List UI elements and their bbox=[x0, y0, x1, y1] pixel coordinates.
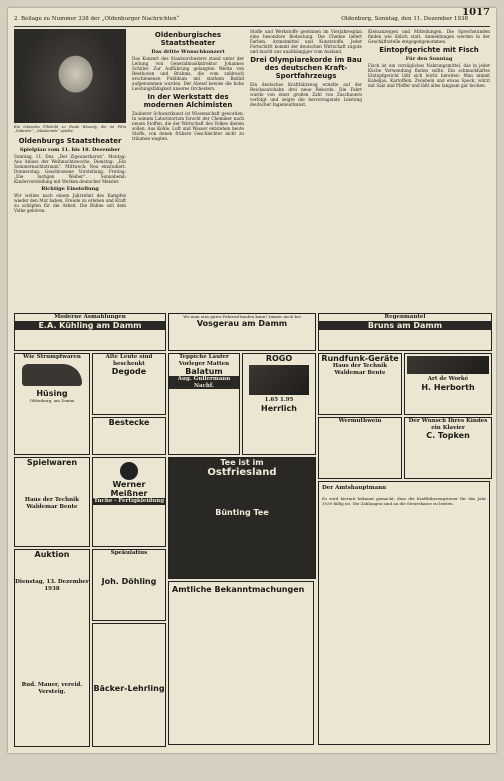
ad-bruns: Regenmäntel Bruns am Damm bbox=[318, 313, 492, 351]
ad-teppiche: Teppiche Läufer Vorleger Matten Balatum Aug. Gullermann Nachf. bbox=[168, 353, 240, 455]
col4-headline: Eintopfgerichte mit Fisch bbox=[379, 46, 479, 54]
col2-sub: Das dritte Wunschkonzert bbox=[151, 49, 225, 55]
column-4 bbox=[368, 29, 490, 309]
stocking-image bbox=[249, 365, 309, 395]
ad-bestecke: Bestecke bbox=[92, 417, 166, 455]
column-1 bbox=[14, 29, 126, 309]
col1-headline: Oldenburgs Staatstheater bbox=[18, 136, 122, 145]
ad-kuehling: Moderne Asmahlungen E.A. Kühling am Damm bbox=[14, 313, 166, 351]
ad-buenting-tee: Tee ist im Ostfriesland Bünting Tee bbox=[168, 457, 316, 579]
col3-headline: Drei Olympiarekorde im Bau des deutschen Kraft-Sportfahrzeugs bbox=[250, 56, 362, 80]
ad-klavier: Der Wunsch Ihres Kindes ein Klavier C. Topken bbox=[404, 417, 492, 479]
newspaper-page bbox=[8, 8, 496, 753]
ad-amtshauptmann: Der Amtshauptmann Es wird hiermit bekannt gemacht, dass die Kraftfahrzeugsteuer für das Jahr 1939 fällig ist. Die Zahlungen sind an die Steuerkasse zu leisten. bbox=[318, 481, 490, 745]
col1-text: Sonntag, 11. Dez. „Der Zigeunerbaron“. Montag: Aus Anlass der Weihnachtswoche. Dienstag: „Ein Sommernachtstraum“. Mittwoch: Neu einstudiert. Donnerstag: Geschlossene Vorstellung. Freitag: „Die lustigen Weiber“. Sonnabend: Kindervorstellung mit Werken deutscher Meister. bbox=[14, 153, 126, 184]
advertisement-area bbox=[14, 313, 490, 745]
col2-text: Das Konzert des Staatsorchesters stand unter der Leitung von Generalmusikdirektor Johannes Schüler. Zur Aufführung gelangten Werke von Beethoven und Brahms, die vom zahlreich erschienenen Publikum mit starkem Beifall aufgenommen wurden. Der Abend bewies die hohe Leistungsfähigkeit unseres Orchesters. bbox=[132, 56, 244, 91]
ad-rundfunk: Rundfunk-Geräte Haus der Technik Waldemar Bente bbox=[318, 353, 402, 415]
col2-text2: Zauberer Schwarzkunst ist Wissenschaft geworden. In seinem Laboratorium forscht der Chemiker nach neuen Stoffen, die der Wirtschaft des Volkes dienen sollen. Aus Kohle, Luft und Wasser entstehen heute Stoffe, von denen frühere Geschlechter nicht zu träumen wagten. bbox=[132, 111, 244, 141]
ad-rogo: ROGO 1.65 1.95 Herrlich bbox=[242, 353, 316, 455]
ad-wermuthwein: Wermuthwein bbox=[318, 417, 402, 479]
lamp-image bbox=[407, 356, 489, 374]
page-number: 1017 bbox=[462, 8, 490, 18]
ad-huesing: Wie Strumpfwaren Hüsing Oldenburg, am Damm bbox=[14, 353, 90, 455]
col1-sub2: Richtige Einstellung bbox=[41, 185, 99, 192]
photo-caption: Ein lebendes Filmbild zu Paula Wessely, die im Film „Gabriele“, „Maskerade“ spielte. bbox=[14, 125, 126, 134]
logo-icon bbox=[120, 462, 138, 480]
ad-degode: Alte Leute sind beschenkt Degode bbox=[92, 353, 166, 415]
ad-spielwaren: Spielwaren Haus der Technik Waldemar Bente bbox=[14, 457, 90, 547]
col3-text: Stoffe und Werkstoffe gewinnen im Vierjahresplan eine besondere Bedeutung. Die Chemie liefert Farben, Arzneimittel und Kunststoffe. Jeder Fortschritt kommt der deutschen Wirtschaft zugute und macht uns unabhängiger vom Ausland. bbox=[250, 29, 362, 54]
ad-vosgerau: Wo man eins gutes Fahrrad kaufen kann? Immer noch bei Vosgerau am Damm bbox=[168, 313, 316, 351]
header-right: Oldenburg, Sonntag, den 11. Dezember 1938 bbox=[341, 16, 468, 22]
col1-text2: Wir wollen nach einem Jahrzehnt des Kampfes wieder den Mut haben, Freude zu erleben und Kraft zu schöpfen für die Arbeit. Die Bühne soll dem Volke gehören. bbox=[14, 192, 126, 213]
ad-meissner: Werner Meißner Tuche - Fertigkleidung bbox=[92, 457, 166, 547]
portrait-photo bbox=[14, 29, 126, 123]
header-rule bbox=[14, 26, 490, 27]
col1-sub: Spielplan vom 11. bis 18. Dezember bbox=[19, 146, 121, 153]
ad-amtliche: Amtliche Bekanntmachungen bbox=[168, 581, 314, 745]
ad-baecker: Bäcker-Lehrling bbox=[92, 623, 166, 747]
ad-auktion: Auktion Dienstag, 13. Dezember 1938 Rud. Mauer, vereid. Versteig. bbox=[14, 549, 90, 747]
page-header bbox=[14, 8, 490, 25]
column-3 bbox=[250, 29, 362, 309]
shoe-icon bbox=[22, 364, 82, 386]
col4-text2: Fisch ist ein vorzügliches Nahrungsmittel, das in jeder Küche Verwendung finden sollte. Ein schmackhaftes Eintopfgericht läßt sich leicht bereiten: Man nimmt Kabeljau, Kartoffeln, Zwiebeln und etwas Speck, würzt mit Salz und Pfeffer und läßt alles langsam gar kochen. bbox=[368, 63, 490, 88]
col3-text2: Ein deutsches Kraftfahrzeug erzielte auf der Reichsautobahn drei neue Rekorde. Die Fahrt wurde von einer großen Zahl von Zuschauern verfolgt und zeigte die hervorragende Leistung deutscher Ingenieurkunst. bbox=[250, 82, 362, 107]
header-left: 2. Beilage zu Nummer 338 der „Oldenburger Nachrichten“ bbox=[14, 16, 180, 22]
ad-herborth: Art de Worké H. Herborth bbox=[404, 353, 492, 415]
col4-sub: Für den Sonntag bbox=[405, 56, 453, 62]
col2-headline2: In der Werkstatt des modernen Alchimisten bbox=[143, 93, 233, 109]
col4-text: Kleinanzeigen und Mitteilungen. Die Sprechstunden finden wie üblich statt. Anmeldungen werden in der Geschäftsstelle entgegengenommen. bbox=[368, 29, 490, 44]
col2-headline: Oldenburgisches Staatstheater bbox=[154, 31, 222, 47]
column-2 bbox=[132, 29, 244, 309]
ad-spekulatius: Spekulatius Joh. Döhling bbox=[92, 549, 166, 621]
